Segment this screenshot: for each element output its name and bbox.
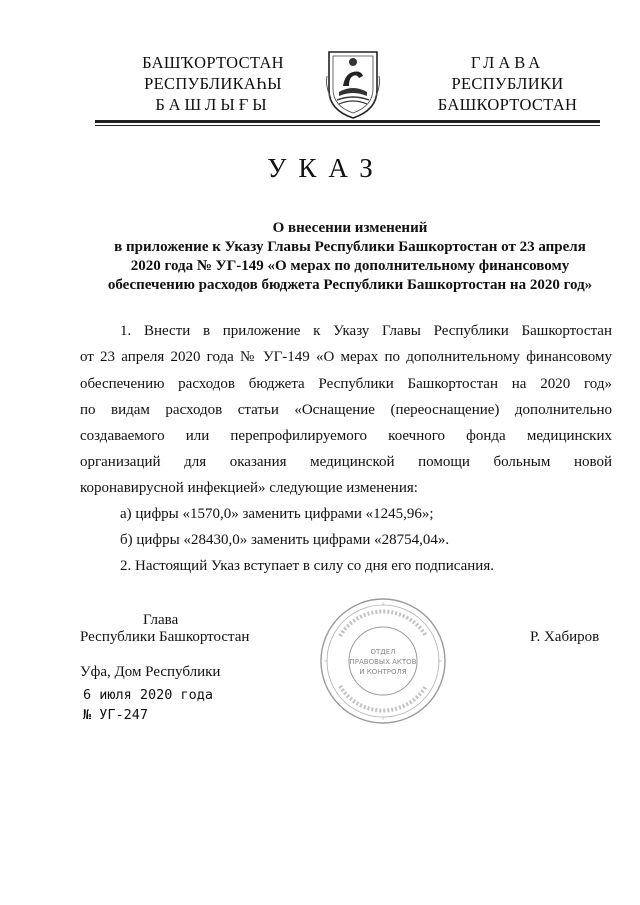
header-left-line-1: БАШҠОРТОСТАН xyxy=(142,53,284,72)
official-stamp xyxy=(318,596,448,726)
stamp-line-2: ПРАВОВЫХ АКТОВ xyxy=(349,658,417,666)
header-divider-thick xyxy=(95,120,600,123)
subject-line: в приложение к Указу Главы Республики Башкортостан от 23 апреля xyxy=(114,239,586,255)
list-item-a: а) цифры «1570,0» заменить цифрами «1245,96»; xyxy=(120,506,434,522)
subject-line: обеспечению расходов бюджета Республики Башкортостан на 2020 год» xyxy=(107,277,593,293)
header-right-line-3: БАШКОРТОСТАН xyxy=(437,95,578,114)
header-russian-title xyxy=(415,52,600,115)
header-left-line-2: РЕСПУБЛИКАҺЫ xyxy=(144,74,282,93)
paragraph-1-line: от 23 апреля 2020 года № УГ-149 «О мерах по дополнительному финансовому xyxy=(80,349,612,365)
issue-place: Уфа, Дом Республики xyxy=(80,664,221,680)
signatory-name: Р. Хабиров xyxy=(530,629,600,645)
paragraph-1-line: обеспечению расходов бюджета Республики Башкортостан на 2020 год» xyxy=(80,376,612,392)
signatory-title-line-2: Республики Башкортостан xyxy=(80,629,250,645)
subject-line: О внесении изменений xyxy=(272,220,428,236)
header-right-line-2: РЕСПУБЛИКИ xyxy=(451,74,564,93)
stamp-line-1: ОТДЕЛ xyxy=(370,648,396,656)
paragraph-1-line: организаций для оказания медицинской помощи больным новой xyxy=(80,454,612,470)
header-left-line-3: БАШЛЫҒЫ xyxy=(155,95,271,114)
stamp-line-3: И КОНТРОЛЯ xyxy=(359,668,407,676)
paragraph-1-line: 1. Внести в приложение к Указу Главы Республики Башкортостан xyxy=(120,323,612,339)
document-title: УКАЗ xyxy=(267,153,385,183)
list-item-b: б) цифры «28430,0» заменить цифрами «28754,04». xyxy=(120,532,450,548)
paragraph-1-line: коронавирусной инфекцией» следующие изменения: xyxy=(80,480,418,496)
header-divider-thin xyxy=(95,125,600,126)
header-bashkir-title xyxy=(118,52,308,115)
document-subject xyxy=(80,219,620,295)
paragraph-2: 2. Настоящий Указ вступает в силу со дня его подписания. xyxy=(120,558,494,574)
header-right-line-1: ГЛАВА xyxy=(470,53,545,72)
coat-of-arms-emblem xyxy=(323,46,383,120)
decree-number: № УГ-247 xyxy=(83,707,149,723)
issue-date: 6 июля 2020 года xyxy=(83,687,214,703)
subject-line: 2020 года № УГ-149 «О мерах по дополнительному финансовому xyxy=(130,258,570,274)
paragraph-1-line: по видам расходов статьи «Оснащение (переоснащение) дополнительно xyxy=(80,402,612,418)
signatory-title-line-1: Глава xyxy=(143,612,179,628)
paragraph-1-line: создаваемого или перепрофилируемого коечного фонда медицинских xyxy=(80,428,612,444)
